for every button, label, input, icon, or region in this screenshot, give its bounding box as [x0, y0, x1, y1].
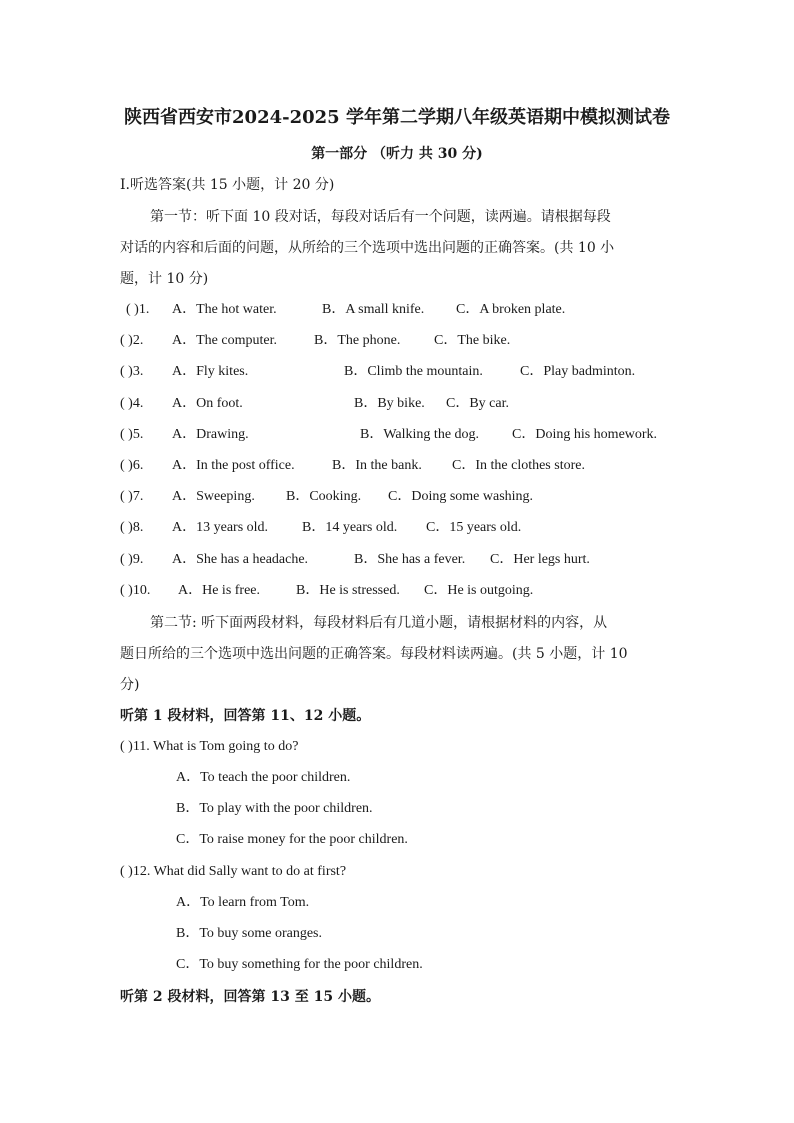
option-c: C．By car. [446, 396, 509, 411]
part1-instruction-line2: 对话的内容和后面的问题，从所给的三个选项中选出问题的正确答案。(共 10 小 [120, 240, 615, 256]
question-11-option-c: C．To raise money for the poor children. [176, 832, 408, 847]
option-a: A．She has a headache. [172, 552, 309, 567]
option-b: B．Cooking. [286, 489, 362, 504]
part1-instruction-line3: 题，计 10 分) [120, 271, 209, 287]
option-c: C．The bike. [434, 333, 511, 348]
question-12-stem: ( )12. What did Sally want to do at first? [120, 864, 347, 879]
question-number: ( )10. [120, 583, 151, 598]
option-a: A．The computer. [172, 333, 277, 348]
option-a: A．The hot water. [172, 302, 277, 317]
part1-instruction-line1: 第一节：听下面 10 段对话，每段对话后有一个问题，读两遍。请根据每段 [150, 209, 611, 225]
question-number: ( )8. [120, 520, 144, 535]
question-12-option-a: A．To learn from Tom. [176, 895, 310, 910]
option-a: A．Sweeping. [172, 489, 255, 504]
material1-heading: 听第 1 段材料，回答第 11、12 小题。 [120, 708, 371, 724]
option-c: C．15 years old. [426, 520, 522, 535]
question-11-option-a: A．To teach the poor children. [176, 770, 351, 785]
option-c: C．Doing some washing. [388, 489, 534, 504]
option-b: B．She has a fever. [354, 552, 466, 567]
option-b: B．The phone. [314, 333, 401, 348]
part2-instruction-line1: 第二节: 听下面两段材料，每段材料后有几道小题，请根据材料的内容，从 [150, 615, 608, 631]
question-number: ( )2. [120, 333, 144, 348]
option-b: B．Climb the mountain. [344, 364, 483, 379]
option-a: A．He is free. [178, 583, 261, 598]
option-c: C．He is outgoing. [424, 583, 534, 598]
question-number: ( )6. [120, 458, 144, 473]
option-b: B．By bike. [354, 396, 425, 411]
question-11-option-b: B．To play with the poor children. [176, 801, 373, 816]
option-a: A．In the post office. [172, 458, 295, 473]
question-number: ( )3. [120, 364, 144, 379]
option-b: B．14 years old. [302, 520, 398, 535]
option-a: A．13 years old. [172, 520, 269, 535]
question-11-stem: ( )11. What is Tom going to do? [120, 739, 299, 754]
option-b: B．In the bank. [332, 458, 422, 473]
part2-instruction-line3: 分) [120, 677, 140, 693]
question-number: ( )4. [120, 396, 144, 411]
question-12-option-c: C．To buy something for the poor children. [176, 957, 423, 972]
option-b: B．Walking the dog. [360, 427, 480, 442]
question-12-option-b: B．To buy some oranges. [176, 926, 323, 941]
question-number: ( )5. [120, 427, 144, 442]
option-c: C．In the clothes store. [452, 458, 585, 473]
section-heading: Ⅰ.听选答案(共 15 小题，计 20 分) [120, 177, 335, 193]
section-subtitle: 第一部分 （听力 共 30 分) [311, 146, 483, 162]
page-title: 陕西省西安市2024-2025 学年第二学期八年级英语期中模拟测试卷 [124, 107, 670, 128]
option-a: A．On foot. [172, 396, 243, 411]
question-number: ( )7. [120, 489, 144, 504]
option-c: C．Her legs hurt. [490, 552, 590, 567]
option-a: A．Drawing. [172, 427, 249, 442]
option-c: C．Play badminton. [520, 364, 636, 379]
question-number: ( )1. [126, 302, 150, 317]
option-b: B．A small knife. [322, 302, 425, 317]
part2-instruction-line2: 题日所给的三个选项中选出问题的正确答案。每段材料读两遍。(共 5 小题，计 10 [120, 646, 628, 662]
option-c: C．A broken plate. [456, 302, 566, 317]
option-b: B．He is stressed. [296, 583, 400, 598]
option-a: A．Fly kites. [172, 364, 249, 379]
material2-heading: 听第 2 段材料，回答第 13 至 15 小题。 [120, 989, 380, 1005]
question-number: ( )9. [120, 552, 144, 567]
option-c: C．Doing his homework. [512, 427, 658, 442]
